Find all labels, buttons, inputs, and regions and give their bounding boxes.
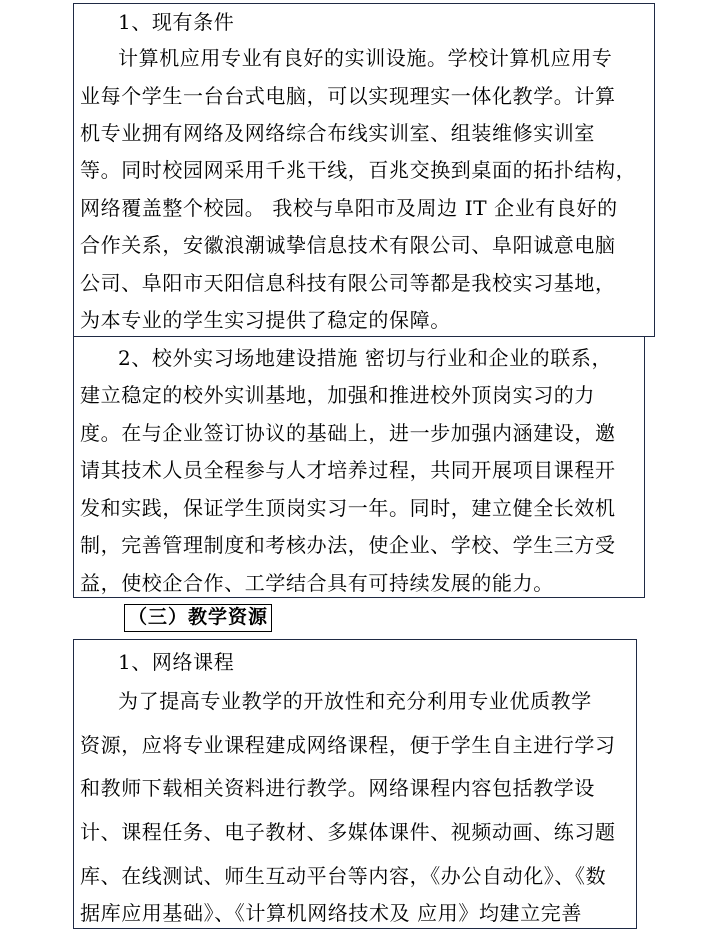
paragraph-line: 资源，应将专业课程建成网络课程，便于学生自主进行学习	[80, 733, 616, 757]
paragraph-line: 网络覆盖整个校园。 我校与阜阳市及周边 IT 企业有良好的	[80, 196, 618, 220]
paragraph-line: 据库应用基础》、《计算机网络技术及 应用》均建立完善	[80, 901, 582, 925]
paragraph-line: 业每个学生一台台式电脑，可以实现理实一体化教学。计算	[80, 84, 616, 108]
paragraph-line: 制，完善管理制度和考核办法，使企业、学校、学生三方受	[80, 533, 616, 557]
paragraph-line: 为了提高专业教学的开放性和充分利用专业优质教学	[118, 689, 592, 713]
paragraph-line: 建立稳定的校外实训基地，加强和推进校外顶岗实习的力	[80, 383, 595, 407]
paragraph-line: 请其技术人员全程参与人才培养过程，共同开展项目课程开	[80, 458, 616, 482]
paragraph-line: 和教师下载相关资料进行教学。网络课程内容包括教学设	[80, 776, 595, 800]
online-courses-box	[73, 639, 637, 929]
paragraph-line: 益，使校企合作、工学结合具有可持续发展的能力。	[80, 571, 554, 595]
off-campus-practice-box	[73, 336, 645, 598]
paragraph-line: 计、课程任务、电子教材、多媒体课件、视频动画、练习题	[80, 820, 616, 844]
section-heading: （三）教学资源	[124, 604, 272, 632]
paragraph-line: 为本专业的学生实习提供了稳定的保障。	[80, 308, 451, 332]
paragraph-line: 库、在线测试、师生互动平台等内容，《办公自动化》、《数	[80, 864, 607, 888]
paragraph-line: 发和实践，保证学生顶岗实习一年。同时，建立健全长效机	[80, 496, 616, 520]
paragraph-line: 公司、阜阳市天阳信息科技有限公司等都是我校实习基地，	[80, 271, 616, 295]
paragraph-line: 计算机应用专业有良好的实训设施。学校计算机应用专	[118, 46, 613, 70]
paragraph-line: 等。同时校园网采用千兆干线，百兆交换到桌面的拓扑结构，	[80, 158, 637, 182]
subsection-title: 1、网络课程	[118, 650, 235, 674]
subsection-title: 1、现有条件	[118, 10, 235, 34]
paragraph-line: 合作关系，安徽浪潮诚挚信息技术有限公司、阜阳诚意电脑	[80, 233, 616, 257]
paragraph-line: 机专业拥有网络及网络综合布线实训室、组装维修实训室	[80, 121, 595, 145]
existing-conditions-box	[73, 3, 655, 337]
paragraph-line: 度。在与企业签订协议的基础上，进一步加强内涵建设，邀	[80, 421, 616, 445]
paragraph-line: 2、校外实习场地建设措施 密切与行业和企业的联系，	[118, 346, 613, 370]
